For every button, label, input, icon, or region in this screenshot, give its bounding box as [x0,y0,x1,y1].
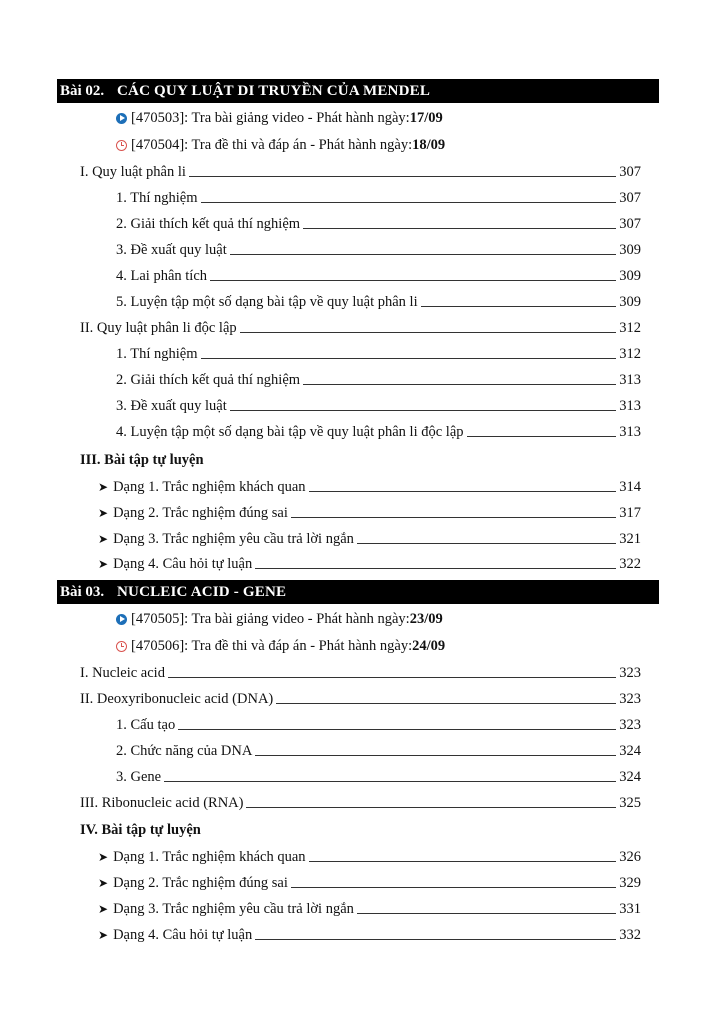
exercise-entry[interactable] [98,899,641,919]
exercise-entry[interactable] [98,529,641,549]
toc-entry-label: 1. Thí nghiệm [116,346,198,362]
play-circle-icon [116,614,127,625]
toc-entry-page: 324 [619,743,641,759]
exercise-heading: IV. Bài tập tự luyện [80,822,201,838]
video-lecture-text: [470503]: Tra bài giảng video - Phát hành ngày: [131,110,410,126]
toc-entry[interactable] [116,344,641,364]
clock-icon [116,641,127,652]
dot-leader [421,306,617,307]
arrowhead-bullet-icon: ➤ [98,557,109,571]
dot-leader [168,677,616,678]
dot-leader [230,254,617,255]
exam-answer-text: [470504]: Tra đề thi và đáp án - Phát hành ngày: [131,137,413,153]
toc-entry-label: 3. Đề xuất quy luật [116,398,227,414]
toc-entry[interactable] [116,240,641,260]
exercise-entry[interactable] [98,477,641,497]
arrowhead-bullet-icon: ➤ [98,902,109,916]
exercise-page: 331 [619,901,641,917]
toc-entry-page: 309 [619,242,641,258]
toc-entry-label: I. Quy luật phân li [80,164,186,180]
toc-entry-page: 312 [619,346,641,362]
toc-entry-label: 3. Đề xuất quy luật [116,242,227,258]
exam-answer-text: [470506]: Tra đề thi và đáp án - Phát hành ngày: [131,638,413,654]
arrowhead-bullet-icon: ➤ [98,506,109,520]
toc-entry-label: II. Deoxyribonucleic acid (DNA) [80,691,274,707]
toc-entry[interactable] [116,370,641,390]
play-circle-icon [116,113,127,124]
toc-entry[interactable] [116,741,641,761]
toc-entry-label: I. Nucleic acid [80,665,165,681]
exercise-page: 314 [619,479,641,495]
arrowhead-bullet-icon: ➤ [98,480,109,494]
toc-entry-label: 4. Lai phân tích [116,268,208,284]
exercise-entry[interactable] [98,873,641,893]
dot-leader [189,176,616,177]
toc-entry-page: 313 [619,398,641,414]
dot-leader [240,332,617,333]
exam-release-date: 24/09 [412,638,446,654]
toc-entry[interactable] [80,318,641,338]
dot-leader [210,280,616,281]
dot-leader [164,781,616,782]
toc-entry-page: 323 [619,717,641,733]
dot-leader [276,703,616,704]
exercise-page: 326 [619,849,641,865]
toc-entry-page: 323 [619,691,641,707]
dot-leader [291,887,616,888]
video-lecture-link[interactable] [116,108,443,128]
lesson-number: Bài 02. [60,83,105,99]
dot-leader [467,436,617,437]
toc-entry[interactable] [80,793,641,813]
dot-leader [255,755,616,756]
arrowhead-bullet-icon: ➤ [98,532,109,546]
toc-entry-page: 312 [619,320,641,336]
exam-answer-link[interactable] [116,135,445,155]
dot-leader [230,410,617,411]
exercise-label: Dạng 2. Trắc nghiệm đúng sai [113,505,288,521]
toc-entry[interactable] [116,396,641,416]
toc-entry[interactable] [80,689,641,709]
dot-leader [309,861,617,862]
dot-leader [309,491,617,492]
dot-leader [291,517,616,518]
toc-entry-label: 4. Luyện tập một số dạng bài tập về quy luật phân li độc lập [116,424,464,440]
exercise-label: Dạng 2. Trắc nghiệm đúng sai [113,875,288,891]
toc-entry-page: 307 [619,190,641,206]
exercise-entry[interactable] [98,503,641,523]
exercise-entry[interactable] [98,554,641,574]
toc-entry-label: 3. Gene [116,769,162,785]
video-release-date: 23/09 [409,611,443,627]
dot-leader [255,939,616,940]
exercise-heading: III. Bài tập tự luyện [80,452,204,468]
lesson-number: Bài 03. [60,584,105,600]
arrowhead-bullet-icon: ➤ [98,850,109,864]
exam-release-date: 18/09 [412,137,446,153]
toc-entry-page: 313 [619,424,641,440]
toc-entry-page: 307 [619,216,641,232]
video-lecture-link[interactable] [116,609,443,629]
exercise-label: Dạng 3. Trắc nghiệm yêu cầu trả lời ngắn [113,531,354,547]
exercise-page: 317 [619,505,641,521]
toc-entry-page: 323 [619,665,641,681]
toc-entry-label: III. Ribonucleic acid (RNA) [80,795,244,811]
dot-leader [357,543,616,544]
dot-leader [255,568,616,569]
toc-entry-page: 309 [619,268,641,284]
exercise-page: 332 [619,927,641,943]
toc-entry[interactable] [116,422,641,442]
arrowhead-bullet-icon: ➤ [98,928,109,942]
toc-entry-label: 2. Giải thích kết quả thí nghiệm [116,216,301,232]
toc-entry-page: 307 [619,164,641,180]
dot-leader [201,202,617,203]
toc-entry[interactable] [80,162,641,182]
dot-leader [303,384,616,385]
exercise-entry[interactable] [98,925,641,945]
dot-leader [303,228,616,229]
dot-leader [201,358,617,359]
toc-entry-page: 325 [619,795,641,811]
lesson-title: NUCLEIC ACID - GENE [117,584,287,600]
toc-entry[interactable] [116,214,641,234]
lesson-header-bai-03 [57,580,659,604]
dot-leader [357,913,616,914]
toc-entry[interactable] [80,663,641,683]
dot-leader [246,807,616,808]
toc-entry-label: 1. Cấu tạo [116,717,176,733]
toc-entry[interactable] [116,715,641,735]
dot-leader [178,729,616,730]
exercise-page: 329 [619,875,641,891]
toc-entry-label: 1. Thí nghiệm [116,190,198,206]
exercise-label: Dạng 3. Trắc nghiệm yêu cầu trả lời ngắn [113,901,354,917]
toc-entry[interactable] [116,188,641,208]
video-release-date: 17/09 [409,110,443,126]
arrowhead-bullet-icon: ➤ [98,876,109,890]
toc-entry-page: 324 [619,769,641,785]
toc-entry-label: II. Quy luật phân li độc lập [80,320,237,336]
toc-entry[interactable] [116,292,641,312]
toc-entry[interactable] [116,266,641,286]
toc-entry-label: 5. Luyện tập một số dạng bài tập về quy luật phân li [116,294,418,310]
video-lecture-text: [470505]: Tra bài giảng video - Phát hành ngày: [131,611,410,627]
toc-entry-label: 2. Chức năng của DNA [116,743,253,759]
toc-entry-label: 2. Giải thích kết quả thí nghiệm [116,372,301,388]
exercise-label: Dạng 4. Câu hỏi tự luận [113,556,253,572]
exam-answer-link[interactable] [116,636,445,656]
toc-entry-page: 309 [619,294,641,310]
exercise-entry[interactable] [98,847,641,867]
toc-entry[interactable] [116,767,641,787]
exercise-label: Dạng 1. Trắc nghiệm khách quan [113,849,306,865]
exercise-label: Dạng 4. Câu hỏi tự luận [113,927,253,943]
clock-icon [116,140,127,151]
exercise-page: 322 [619,556,641,572]
toc-entry-page: 313 [619,372,641,388]
lesson-title: CÁC QUY LUẬT DI TRUYỀN CỦA MENDEL [117,83,431,99]
exercise-page: 321 [619,531,641,547]
exercise-label: Dạng 1. Trắc nghiệm khách quan [113,479,306,495]
lesson-header-bai-02 [57,79,659,103]
